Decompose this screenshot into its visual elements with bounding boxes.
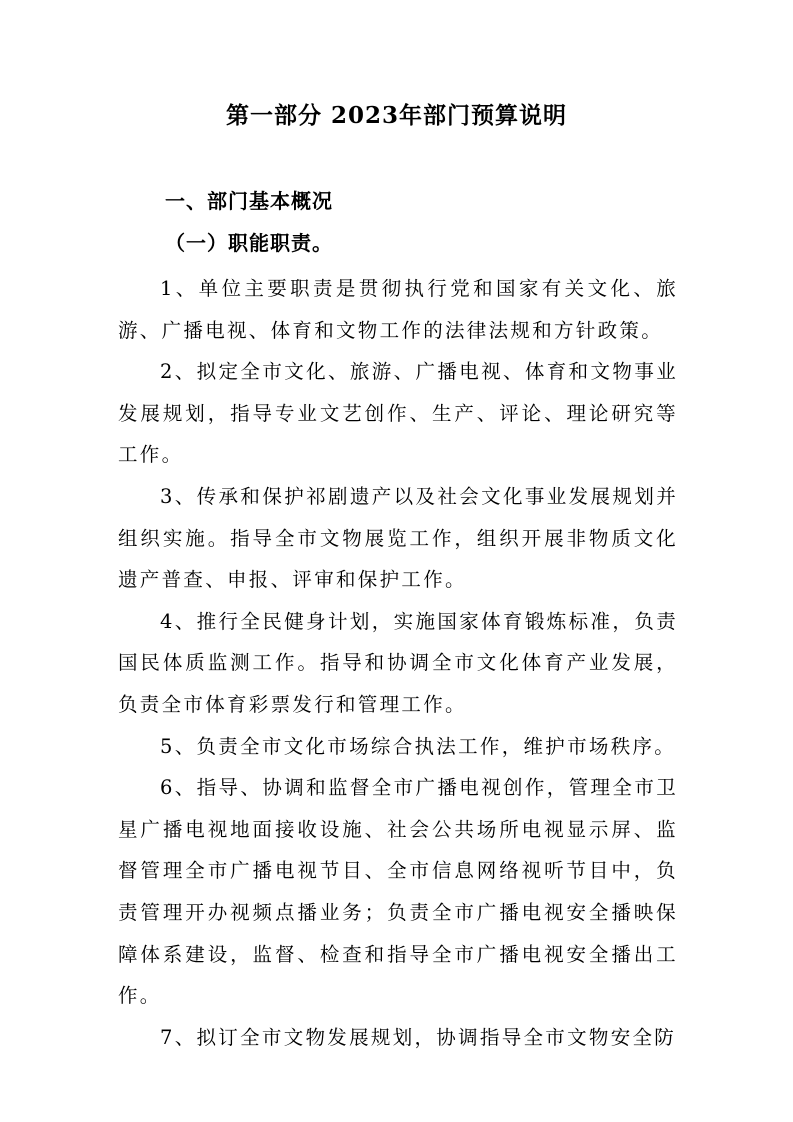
- paragraph-duty-7: 7、拟订全市文物发展规划，协调指导全市文物安全防: [160, 1025, 677, 1049]
- paragraph-duty-1: 1、单位主要职责是贯彻执行党和国家有关文化、旅游、广播电视、体育和文物工作的法律法规和方针政策。: [118, 277, 678, 342]
- paragraph-duty-3: 3、传承和保护祁剧遗产以及社会文化事业发展规划并组织实施。指导全市文物展览工作，组织开展非物质文化遗产普查、申报、评审和保护工作。: [118, 484, 678, 592]
- paragraph-duty-6: 6、指导、协调和监督全市广播电视创作，管理全市卫星广播电视地面接收设施、社会公共场所电视显示屏、监督管理全市广播电视节目、全市信息网络视听节目中，负责管理开办视频点播业务；负责全市广播电视安全播映保障体系建设，监督、检查和指导全市广播电视安全播出工作。: [118, 776, 678, 1008]
- body-text: [118, 268, 678, 1058]
- paragraph-duty-5: 5、负责全市文化市场综合执法工作，维护市场秩序。: [160, 734, 677, 758]
- section-heading: 一、部门基本概况: [165, 189, 333, 213]
- document-title: 第一部分 2023年部门预算说明: [225, 102, 568, 129]
- paragraph-duty-2: 2、拟定全市文化、旅游、广播电视、体育和文物事业发展规划，指导专业文艺创作、生产、评论、理论研究等工作。: [118, 360, 678, 467]
- subsection-heading: （一）职能职责。: [165, 231, 333, 255]
- paragraph-duty-4: 4、推行全民健身计划，实施国家体育锻炼标准，负责国民体质监测工作。指导和协调全市文化体育产业发展，负责全市体育彩票发行和管理工作。: [118, 609, 678, 716]
